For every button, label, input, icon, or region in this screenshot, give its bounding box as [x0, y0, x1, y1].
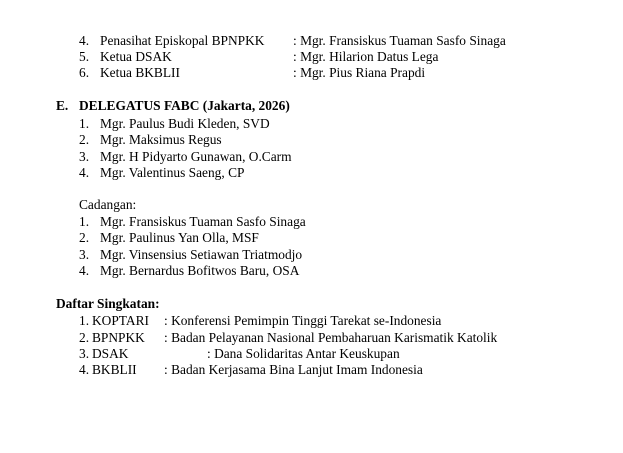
- section-e-letter: E.: [56, 98, 69, 113]
- abbr-term: BKBLII: [92, 362, 137, 377]
- office-role: Ketua DSAK: [100, 49, 172, 64]
- delegate-name: Mgr. Paulus Budi Kleden, SVD: [100, 116, 270, 131]
- delegate-num: 3.: [79, 149, 90, 164]
- delegate-name: Mgr. Valentinus Saeng, CP: [100, 165, 245, 180]
- office-num: 4.: [79, 33, 90, 48]
- abbr-num: 3.: [79, 346, 90, 361]
- office-num: 5.: [79, 49, 90, 64]
- alternate-name: Mgr. Vinsensius Setiawan Triatmodjo: [100, 247, 303, 262]
- abbr-term: BPNPKK: [92, 330, 145, 345]
- delegate-num: 1.: [79, 116, 90, 131]
- office-num: 6.: [79, 65, 90, 80]
- abbr-meaning: : Badan Pelayanan Nasional Pembaharuan Karismatik Katolik: [164, 330, 498, 345]
- office-role: Penasihat Episkopal BPNPKK: [100, 33, 265, 48]
- delegate-name: Mgr. Maksimus Regus: [100, 132, 222, 147]
- abbr-num: 2.: [79, 330, 90, 345]
- office-role: Ketua BKBLII: [100, 65, 180, 80]
- office-holder: : Mgr. Pius Riana Prapdi: [293, 65, 426, 80]
- alternates-label: Cadangan:: [79, 197, 137, 212]
- delegate-name: Mgr. H Pidyarto Gunawan, O.Carm: [100, 149, 292, 164]
- abbr-term: KOPTARI: [92, 313, 149, 328]
- office-holder: : Mgr. Hilarion Datus Lega: [293, 49, 439, 64]
- alternate-num: 1.: [79, 214, 90, 229]
- alternate-num: 3.: [79, 247, 90, 262]
- abbr-meaning: : Badan Kerjasama Bina Lanjut Imam Indonesia: [164, 362, 423, 377]
- abbr-num: 1.: [79, 313, 90, 328]
- section-e-title: DELEGATUS FABC (Jakarta, 2026): [79, 98, 290, 113]
- alternate-num: 2.: [79, 230, 90, 245]
- abbr-meaning: : Dana Solidaritas Antar Keuskupan: [207, 346, 400, 361]
- alternate-name: Mgr. Fransiskus Tuaman Sasfo Sinaga: [100, 214, 306, 229]
- abbr-term: DSAK: [92, 346, 129, 361]
- alternate-name: Mgr. Paulinus Yan Olla, MSF: [100, 230, 259, 245]
- office-holder: : Mgr. Fransiskus Tuaman Sasfo Sinaga: [293, 33, 506, 48]
- abbreviations-title: Daftar Singkatan:: [56, 296, 160, 311]
- abbr-num: 4.: [79, 362, 90, 377]
- alternate-num: 4.: [79, 263, 90, 278]
- abbr-meaning: : Konferensi Pemimpin Tinggi Tarekat se-Indonesia: [164, 313, 442, 328]
- delegate-num: 4.: [79, 165, 90, 180]
- alternate-name: Mgr. Bernardus Bofitwos Baru, OSA: [100, 263, 300, 278]
- delegate-num: 2.: [79, 132, 90, 147]
